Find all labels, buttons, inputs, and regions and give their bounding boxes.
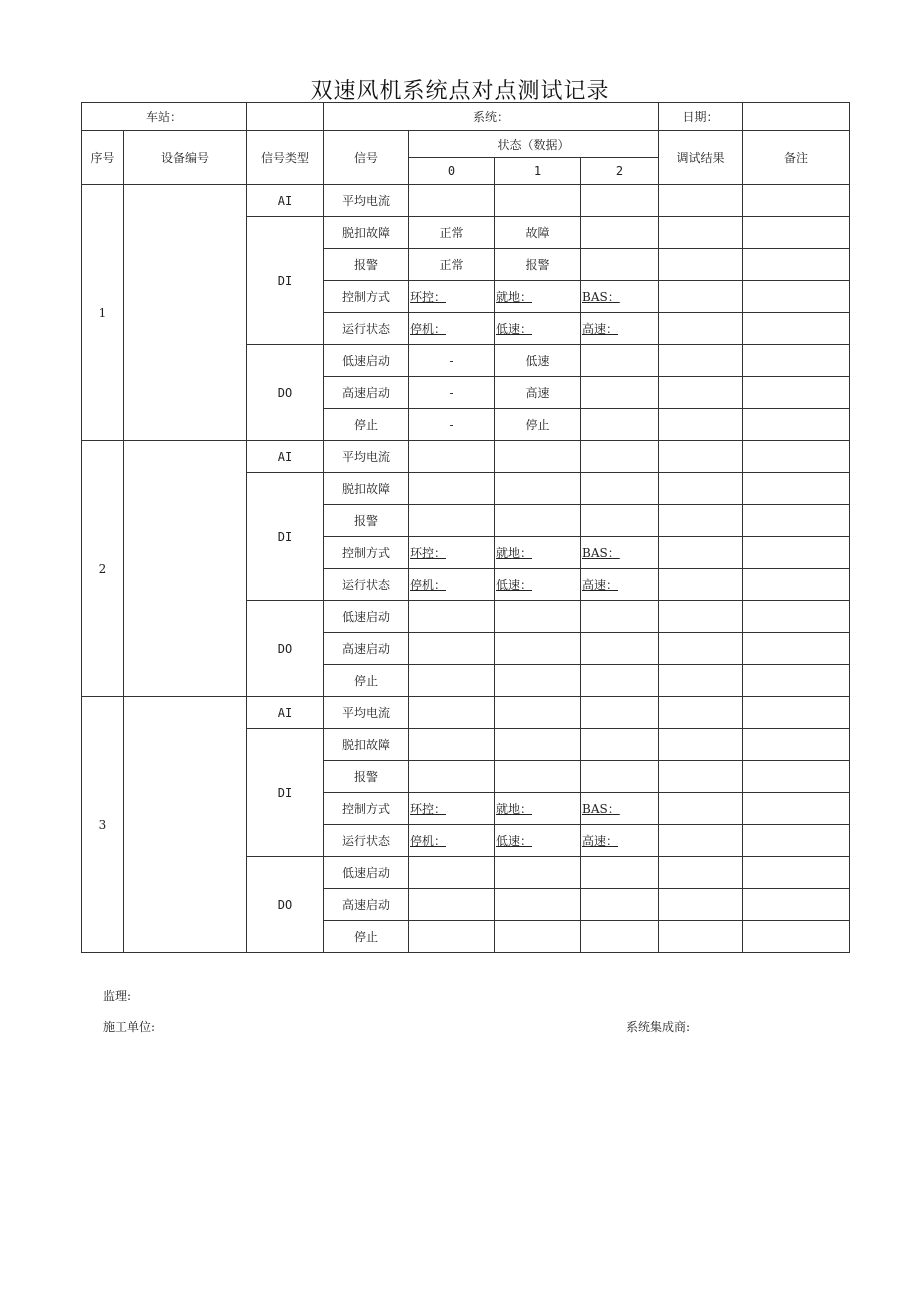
signal-alarm: 报警	[324, 249, 409, 281]
state-0-cell: 正常	[409, 249, 495, 281]
run-stop-label: 停机：	[410, 322, 447, 336]
state-0-cell[interactable]	[409, 313, 495, 345]
state-2-cell[interactable]	[581, 441, 659, 473]
col-result: 调试结果	[659, 131, 743, 185]
remark-cell[interactable]	[743, 633, 850, 665]
result-cell[interactable]	[659, 313, 743, 345]
state-0-cell: -	[409, 377, 495, 409]
state-1-cell[interactable]	[495, 857, 581, 889]
state-0-cell[interactable]	[409, 537, 495, 569]
table-row	[82, 697, 850, 729]
seq-cell: 1	[82, 185, 124, 441]
result-cell[interactable]	[659, 537, 743, 569]
signal-low-start: 低速启动	[324, 601, 409, 633]
state-2-cell[interactable]	[581, 313, 659, 345]
test-record-table	[81, 102, 850, 953]
result-cell[interactable]	[659, 281, 743, 313]
state-2-cell[interactable]	[581, 473, 659, 505]
signal-type-ai: AI	[247, 185, 324, 217]
state-0-cell: -	[409, 409, 495, 441]
state-1-cell[interactable]	[495, 697, 581, 729]
state-1-cell[interactable]	[495, 665, 581, 697]
col-seq: 序号	[82, 131, 124, 185]
signal-high-start: 高速启动	[324, 633, 409, 665]
col-device-id: 设备编号	[124, 131, 247, 185]
remark-cell[interactable]	[743, 249, 850, 281]
control-bas-label: BAS：	[582, 802, 620, 816]
system-label: 系统：	[473, 110, 510, 124]
supervisor-label: 监理:	[103, 989, 132, 1003]
remark-cell[interactable]	[743, 473, 850, 505]
result-cell[interactable]	[659, 505, 743, 537]
signal-type-di: DI	[247, 217, 324, 345]
state-1-cell[interactable]	[495, 281, 581, 313]
signal-run-state: 运行状态	[324, 825, 409, 857]
seq-cell: 3	[82, 697, 124, 953]
col-signal: 信号	[324, 131, 409, 185]
state-2-cell[interactable]	[581, 825, 659, 857]
state-2-cell[interactable]	[581, 217, 659, 249]
state-1-cell: 低速	[495, 345, 581, 377]
result-cell[interactable]	[659, 601, 743, 633]
state-1-cell[interactable]	[495, 825, 581, 857]
state-1-cell[interactable]	[495, 537, 581, 569]
state-2-cell[interactable]	[581, 633, 659, 665]
signal-trip-fault: 脱扣故障	[324, 217, 409, 249]
control-local-label: 就地：	[496, 546, 533, 560]
state-2-cell[interactable]	[581, 697, 659, 729]
col-signal-type: 信号类型	[247, 131, 324, 185]
state-2-cell[interactable]	[581, 569, 659, 601]
system-field[interactable]	[324, 103, 659, 131]
state-2-cell[interactable]	[581, 505, 659, 537]
state-0-cell[interactable]	[409, 761, 495, 793]
state-2-cell[interactable]	[581, 889, 659, 921]
signal-control-mode: 控制方式	[324, 537, 409, 569]
signal-alarm: 报警	[324, 761, 409, 793]
signal-type-ai: AI	[247, 697, 324, 729]
result-cell[interactable]	[659, 697, 743, 729]
state-2-cell[interactable]	[581, 665, 659, 697]
state-1-cell[interactable]	[495, 633, 581, 665]
remark-cell[interactable]	[743, 665, 850, 697]
state-1-cell: 高速	[495, 377, 581, 409]
state-0-cell: 正常	[409, 217, 495, 249]
state-1-cell[interactable]	[495, 921, 581, 953]
signal-trip-fault: 脱扣故障	[324, 729, 409, 761]
state-1-cell[interactable]	[495, 793, 581, 825]
date-field[interactable]	[659, 103, 743, 131]
col-remark: 备注	[743, 131, 850, 185]
run-high-label: 高速：	[582, 578, 619, 592]
column-header-row	[82, 131, 850, 158]
signal-type-di: DI	[247, 473, 324, 601]
result-cell[interactable]	[659, 377, 743, 409]
state-1-cell[interactable]	[495, 441, 581, 473]
col-state: 状态（数据）	[409, 131, 659, 158]
remark-cell[interactable]	[743, 377, 850, 409]
state-0-cell[interactable]	[409, 697, 495, 729]
state-2-cell[interactable]	[581, 601, 659, 633]
result-cell[interactable]	[659, 857, 743, 889]
remark-cell[interactable]	[743, 921, 850, 953]
col-state-2: 2	[581, 158, 659, 185]
signal-low-start: 低速启动	[324, 857, 409, 889]
result-cell[interactable]	[659, 473, 743, 505]
state-1-cell: 停止	[495, 409, 581, 441]
state-0-cell[interactable]	[409, 793, 495, 825]
control-bas-label: BAS：	[582, 546, 620, 560]
state-2-cell[interactable]	[581, 377, 659, 409]
remark-cell[interactable]	[743, 441, 850, 473]
station-field[interactable]	[82, 103, 247, 131]
station-value-cell[interactable]	[247, 103, 324, 131]
state-2-cell[interactable]	[581, 249, 659, 281]
table-row	[82, 185, 850, 217]
header-row-top	[82, 103, 850, 131]
remark-cell[interactable]	[743, 697, 850, 729]
remark-cell[interactable]	[743, 313, 850, 345]
signal-type-ai: AI	[247, 441, 324, 473]
page-title: 双速风机系统点对点测试记录	[310, 79, 610, 104]
signal-type-do: DO	[247, 857, 324, 953]
state-0-cell[interactable]	[409, 601, 495, 633]
result-cell[interactable]	[659, 889, 743, 921]
table-row	[82, 441, 850, 473]
signal-stop: 停止	[324, 921, 409, 953]
signal-run-state: 运行状态	[324, 313, 409, 345]
signal-avg-current: 平均电流	[324, 697, 409, 729]
signal-type-di: DI	[247, 729, 324, 857]
signal-avg-current: 平均电流	[324, 441, 409, 473]
state-0-cell[interactable]	[409, 921, 495, 953]
result-cell[interactable]	[659, 825, 743, 857]
signal-avg-current: 平均电流	[324, 185, 409, 217]
remark-cell[interactable]	[743, 857, 850, 889]
control-hvac-label: 环控：	[410, 290, 447, 304]
signal-high-start: 高速启动	[324, 889, 409, 921]
state-0-cell: -	[409, 345, 495, 377]
state-1-cell[interactable]	[495, 313, 581, 345]
remark-cell[interactable]	[743, 345, 850, 377]
state-2-cell[interactable]	[581, 345, 659, 377]
state-1-cell[interactable]	[495, 569, 581, 601]
remark-cell[interactable]	[743, 569, 850, 601]
result-cell[interactable]	[659, 345, 743, 377]
state-2-cell[interactable]	[581, 761, 659, 793]
state-1-cell: 故障	[495, 217, 581, 249]
result-cell[interactable]	[659, 217, 743, 249]
signal-low-start: 低速启动	[324, 345, 409, 377]
state-0-cell[interactable]	[409, 185, 495, 217]
state-0-cell[interactable]	[409, 857, 495, 889]
remark-cell[interactable]	[743, 761, 850, 793]
date-label: 日期：	[682, 110, 719, 124]
device-id-cell[interactable]	[124, 697, 247, 953]
result-cell[interactable]	[659, 665, 743, 697]
signal-high-start: 高速启动	[324, 377, 409, 409]
state-0-cell[interactable]	[409, 505, 495, 537]
remark-cell[interactable]	[743, 505, 850, 537]
control-bas-label: BAS：	[582, 290, 620, 304]
remark-cell[interactable]	[743, 217, 850, 249]
state-1-cell[interactable]	[495, 505, 581, 537]
device-id-cell[interactable]	[124, 185, 247, 441]
signal-control-mode: 控制方式	[324, 793, 409, 825]
state-2-cell[interactable]	[581, 185, 659, 217]
remark-cell[interactable]	[743, 409, 850, 441]
result-cell[interactable]	[659, 793, 743, 825]
contractor-label: 施工单位:	[103, 1020, 156, 1034]
state-2-cell[interactable]	[581, 537, 659, 569]
state-0-cell[interactable]	[409, 281, 495, 313]
state-2-cell[interactable]	[581, 921, 659, 953]
state-2-cell[interactable]	[581, 729, 659, 761]
state-2-cell[interactable]	[581, 281, 659, 313]
control-hvac-label: 环控：	[410, 546, 447, 560]
state-1-cell[interactable]	[495, 185, 581, 217]
state-1-cell[interactable]	[495, 761, 581, 793]
state-0-cell[interactable]	[409, 569, 495, 601]
run-high-label: 高速：	[582, 322, 619, 336]
integrator-label: 系统集成商:	[626, 1020, 691, 1034]
result-cell[interactable]	[659, 729, 743, 761]
signal-stop: 停止	[324, 665, 409, 697]
state-0-cell[interactable]	[409, 729, 495, 761]
control-hvac-label: 环控：	[410, 802, 447, 816]
run-high-label: 高速：	[582, 834, 619, 848]
result-cell[interactable]	[659, 761, 743, 793]
run-low-label: 低速：	[496, 578, 533, 592]
run-stop-label: 停机：	[410, 834, 447, 848]
device-id-cell[interactable]	[124, 441, 247, 697]
state-1-cell[interactable]	[495, 601, 581, 633]
station-label: 车站：	[146, 110, 183, 124]
state-0-cell[interactable]	[409, 441, 495, 473]
signal-trip-fault: 脱扣故障	[324, 473, 409, 505]
run-stop-label: 停机：	[410, 578, 447, 592]
state-0-cell[interactable]	[409, 665, 495, 697]
remark-cell[interactable]	[743, 185, 850, 217]
result-cell[interactable]	[659, 185, 743, 217]
remark-cell[interactable]	[743, 825, 850, 857]
col-state-0: 0	[409, 158, 495, 185]
remark-cell[interactable]	[743, 889, 850, 921]
run-low-label: 低速：	[496, 322, 533, 336]
state-2-cell[interactable]	[581, 857, 659, 889]
result-cell[interactable]	[659, 633, 743, 665]
state-1-cell[interactable]	[495, 729, 581, 761]
result-cell[interactable]	[659, 921, 743, 953]
state-0-cell[interactable]	[409, 889, 495, 921]
result-cell[interactable]	[659, 249, 743, 281]
state-1-cell: 报警	[495, 249, 581, 281]
run-low-label: 低速：	[496, 834, 533, 848]
signal-type-do: DO	[247, 601, 324, 697]
date-value-cell[interactable]	[743, 103, 850, 131]
state-2-cell[interactable]	[581, 409, 659, 441]
signal-alarm: 报警	[324, 505, 409, 537]
remark-cell[interactable]	[743, 729, 850, 761]
signal-stop: 停止	[324, 409, 409, 441]
state-0-cell[interactable]	[409, 473, 495, 505]
result-cell[interactable]	[659, 441, 743, 473]
seq-cell: 2	[82, 441, 124, 697]
state-1-cell[interactable]	[495, 889, 581, 921]
control-local-label: 就地：	[496, 802, 533, 816]
remark-cell[interactable]	[743, 601, 850, 633]
state-0-cell[interactable]	[409, 825, 495, 857]
result-cell[interactable]	[659, 569, 743, 601]
col-state-1: 1	[495, 158, 581, 185]
signal-type-do: DO	[247, 345, 324, 441]
remark-cell[interactable]	[743, 793, 850, 825]
signal-control-mode: 控制方式	[324, 281, 409, 313]
remark-cell[interactable]	[743, 537, 850, 569]
state-1-cell[interactable]	[495, 473, 581, 505]
control-local-label: 就地：	[496, 290, 533, 304]
signal-run-state: 运行状态	[324, 569, 409, 601]
result-cell[interactable]	[659, 409, 743, 441]
state-0-cell[interactable]	[409, 633, 495, 665]
remark-cell[interactable]	[743, 281, 850, 313]
state-2-cell[interactable]	[581, 793, 659, 825]
